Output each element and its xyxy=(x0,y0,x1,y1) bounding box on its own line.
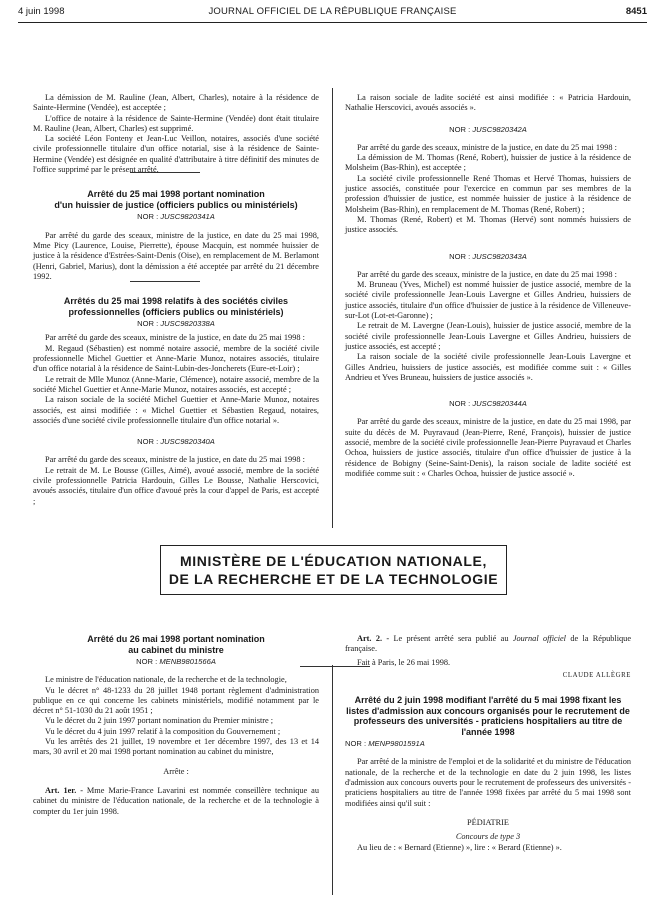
nor-reference xyxy=(345,399,631,409)
nor-code: JUSC9820338A xyxy=(160,319,215,329)
nor-label: NOR : xyxy=(137,437,159,447)
paragraph: M. Regaud (Sébastien) est nommé notaire associé, membre de la société civile professionnelle Michel Guettier et Anne-Marie Munoz, notaires associés, titulaire d'un office notarial à la résidence de Saint-Lubin-des-Joncherets (Eure-et-Loir) ; xyxy=(33,343,319,374)
header-journal-title: JOURNAL OFFICIEL DE LA RÉPUBLIQUE FRANÇAISE xyxy=(208,6,457,17)
page-header xyxy=(18,6,647,22)
paragraph: Par arrêté du garde des sceaux, ministre de la justice, en date du 25 mai 1998 : xyxy=(357,269,617,279)
decree-title-line: d'un huissier de justice (officiers publics ou ministériels) xyxy=(54,199,298,210)
decree-title-line: Arrêté du 26 mai 1998 portant nomination xyxy=(87,634,265,644)
paragraph: La démission de M. Rauline (Jean, Albert, Charles), notaire à la résidence de Sainte-Hermine (Vendée), est acceptée ; xyxy=(33,93,319,113)
nor-reference xyxy=(345,252,631,262)
paragraph: Vu le décret n° 48-1233 du 28 juillet 1948 portant règlement d'administration publique en ce qui concerne les cabinets ministériels, modifié notamment par le décret n° 51-1030 du 21 août 1951 ; xyxy=(33,685,319,716)
nor-label: NOR : xyxy=(137,319,159,329)
nor-code: JUSC9820342A xyxy=(472,124,527,134)
article-label: Art. 1er. - xyxy=(45,785,83,795)
paragraph: La société Léon Fonteny et Jean-Luc Veillon, notaires, associés d'une société civile professionnelle titulaire d'un office notarial, sise à la résidence de Sainte-Hermine (Vendée) est désignée en qualité d'attributaire à titre définitif des minutes de l'office supprimé par le présent arrêté. xyxy=(33,134,319,175)
bottom-right-column xyxy=(345,634,631,853)
paragraph: L'office de notaire à la résidence de Sainte-Hermine (Vendée) dont était titulaire M. Rauline (Jean, Albert, Charles) est supprimé. xyxy=(33,113,319,133)
paragraph: La raison sociale de ladite société est ainsi modifiée : « Patricia Hardouin, Nathalie Herscovici, avoués associés ». xyxy=(345,93,631,113)
signature: CLAUDE ALLÈGRE xyxy=(562,671,631,679)
paragraph: M. Thomas (René, Robert) et M. Thomas (Hervé) sont nommés huissiers de justice associés. xyxy=(345,214,631,235)
nor-code: JUSC9820343A xyxy=(472,251,527,261)
nor-reference xyxy=(345,739,631,749)
decree-title xyxy=(33,634,319,655)
nor-label: NOR : xyxy=(449,251,471,261)
nor-label: NOR : xyxy=(449,399,471,409)
column-divider-bottom xyxy=(332,665,333,895)
concours-type xyxy=(345,832,631,842)
nor-code: JUSC9820344A xyxy=(472,399,527,409)
nor-label: NOR : xyxy=(449,124,471,134)
header-date: 4 juin 1998 xyxy=(18,6,65,17)
paragraph: La raison sociale de la société Michel Guettier et Anne-Marie Munoz, notaires associés, est ainsi modifiée : « Michel Guettier et Sébastien Regaud, notaires, associés d'une société civile professionnelle titulaire d'un office notarial ». xyxy=(33,395,319,425)
section-heading: PÉDIATRIE xyxy=(467,817,509,827)
paragraph: Le ministre de l'éducation nationale, de la recherche et de la technologie, xyxy=(45,675,287,685)
nor-reference xyxy=(33,657,319,667)
nor-label: NOR : xyxy=(137,212,159,222)
paragraph: Vu le décret du 2 juin 1997 portant nomination du Premier ministre ; xyxy=(45,716,274,726)
paragraph: Par arrêté du garde des sceaux, ministre de la justice, en date du 25 mai 1998 : xyxy=(357,142,617,152)
decree-title-line: Arrêtés du 25 mai 1998 relatifs à des sociétés civiles xyxy=(63,296,289,307)
paragraph: Le retrait de Mlle Munoz (Anne-Marie, Clémence), notaire associé, membre de la société Michel Guettier et Anne-Marie Munoz, notaires associés, est accepté ; xyxy=(33,374,319,394)
nor-reference xyxy=(33,437,319,447)
nor-reference xyxy=(345,125,631,135)
paragraph: Vu le décret du 4 juin 1997 relatif à la composition du Gouvernement ; xyxy=(45,726,281,736)
nor-reference xyxy=(33,319,319,329)
paragraph: Le retrait de M. Lavergne (Jean-Louis), huissier de justice associé, membre de la société civile professionnelle Jean-Louis Lavergne et Gilles Andrieu, huissiers de justice associés, est accepté ; xyxy=(345,321,631,351)
paragraph: La société civile professionnelle René Thomas et Hervé Thomas, huissiers de justice associés, constituée pour l'exercice en commun par ses membres de la profession d'huissier de justice, est nommée huissier de justice à la résidence de Molsheim (Bas-Rhin), en remplacement de M. Thomas (René, Robert) ; xyxy=(345,173,631,214)
decree-title xyxy=(33,189,319,210)
paragraph: Par arrêté du garde des sceaux, ministre de la justice, en date du 25 mai 1998, Mme Picy (Laurence, Louise, Pierrette), épouse Macquin, est nommée huissier de justice à la résidence d'Estrées-Saint-Denis (Oise), en remplacement de M. Berlamont (Henri, Gabriel, Marius), dont la démission a été acceptée par arrêté du 21 décembre 1992. xyxy=(33,230,319,281)
article-paragraph xyxy=(345,634,631,655)
nor-reference xyxy=(33,212,319,222)
nor-code: MENP9801591A xyxy=(368,739,425,749)
journal-name: Journal officiel xyxy=(512,634,566,643)
nor-code: JUSC9820340A xyxy=(160,437,215,447)
header-rule xyxy=(18,22,647,23)
nor-code: MENB9801566A xyxy=(159,657,216,666)
decree-title xyxy=(33,296,319,317)
article-label: Art. 2. - xyxy=(357,634,390,643)
paragraph: Vu les arrêtés des 21 juillet, 19 novembre et 1er décembre 1997, des 13 et 14 mars, 30 avril et 20 mai 1998 portant nomination au cabinet du ministre, xyxy=(33,737,319,757)
paragraph: Par arrêté de la ministre de l'emploi et de la solidarité et du ministre de l'éducation nationale, de la recherche et de la technologie en date du 2 juin 1998, les listes d'admission aux concours ouverts pour le recrutement de professeurs des universités - praticiens hospitaliers au titre de l'année 1998 fixées par arrêté du 5 mai 1998 sont modifiées ainsi qu'il suit : xyxy=(345,757,631,808)
article-text: Le présent arrêté sera publié au xyxy=(393,634,509,643)
arrete-label: Arrête : xyxy=(163,766,189,776)
paragraph: Le retrait de M. Le Bousse (Gilles, Aimé), avoué associé, membre de la société civile professionnelle Patricia Hardouin, Gilles Le Bousse, Nathalie Herscovici, avoués associés, titulaire d'un office d'avoué près la cour d'appel de Paris, est accepté ; xyxy=(33,465,319,506)
ministry-line: DE LA RECHERCHE ET DE LA TECHNOLOGIE xyxy=(168,571,499,587)
decree-title-line: au cabinet du ministre xyxy=(128,644,224,655)
decree-title-line: Arrêté du 25 mai 1998 portant nomination xyxy=(87,189,265,200)
concours-type-text: Concours de type 3 xyxy=(455,832,521,842)
fait-line: Fait à Paris, le 26 mai 1998. xyxy=(357,657,451,667)
paragraph: Par arrêté du garde des sceaux, ministre de la justice, en date du 25 mai 1998 : xyxy=(45,333,305,343)
article-text: Mme Marie-France Lavarini est nommée conseillère technique au cabinet du ministre de l'éducation nationale, de la recherche et de la technologie à compter du 1er juin 1998. xyxy=(33,785,319,816)
bottom-left-column xyxy=(33,634,319,817)
paragraph: Par arrêté du garde des sceaux, ministre de la justice, en date du 25 mai 1998 : xyxy=(45,455,305,465)
paragraph: M. Bruneau (Yves, Michel) est nommé huissier de justice associé, membre de la société civile professionnelle Jean-Louis Lavergne et Gilles Andrieu, huissiers de justice associés, titulaire d'un office d'huissier de justice à la résidence de Villeneuve-sur-Lot (Lot-et-Garonne) ; xyxy=(345,280,631,321)
nor-code: JUSC9820341A xyxy=(160,212,215,222)
ministry-line: MINISTÈRE DE L'ÉDUCATION NATIONALE, xyxy=(180,553,487,569)
nor-label: NOR : xyxy=(345,739,367,749)
top-right-column xyxy=(345,93,631,479)
paragraph: La raison sociale de la société civile professionnelle Jean-Louis Lavergne et Gilles Andrieu, huissiers de justice associés, est modifiée comme suit : « Gilles Andrieu et Yves Bruneau, huissiers de justice associés ». xyxy=(345,352,631,382)
ministry-banner xyxy=(160,545,507,595)
column-divider-top xyxy=(332,88,333,528)
decree-title-line: professionnelles (officiers publics ou ministériels) xyxy=(68,306,284,317)
top-left-column xyxy=(33,93,319,507)
decree-title: Arrêté du 2 juin 1998 modifiant l'arrêté du 5 mai 1998 fixant les listes d'admission aux concours organisés pour le recrutement de professeurs des universités - praticiens hospitaliers au titre de l'année 1998 xyxy=(346,695,630,737)
paragraph: Au lieu de : « Bernard (Etienne) », lire : « Berard (Etienne) ». xyxy=(357,842,562,852)
paragraph: Par arrêté du garde des sceaux, ministre de la justice, en date du 25 mai 1998, par suite du décès de M. Puyravaud (Jean-Pierre, René, François), huissier de justice associé, membre de la société civile professionnelle Jean-Pierre Puyravaud et Charles Ochoa, huissiers de justice associés, titulaire d'un office d'huissier de justice à la résidence de Bobigny (Seine-Saint-Denis), la raison sociale de ladite société est modifiée comme suit : « Charles Ochoa, huissier de justice associé ». xyxy=(345,417,631,478)
nor-label: NOR : xyxy=(136,657,158,666)
paragraph: La démission de M. Thomas (René, Robert), huissier de justice à la résidence de Molsheim (Bas-Rhin), est acceptée ; xyxy=(345,153,631,173)
article-paragraph xyxy=(33,786,319,817)
header-page-number: 8451 xyxy=(625,6,647,17)
article-text: de la République française. xyxy=(345,634,632,654)
